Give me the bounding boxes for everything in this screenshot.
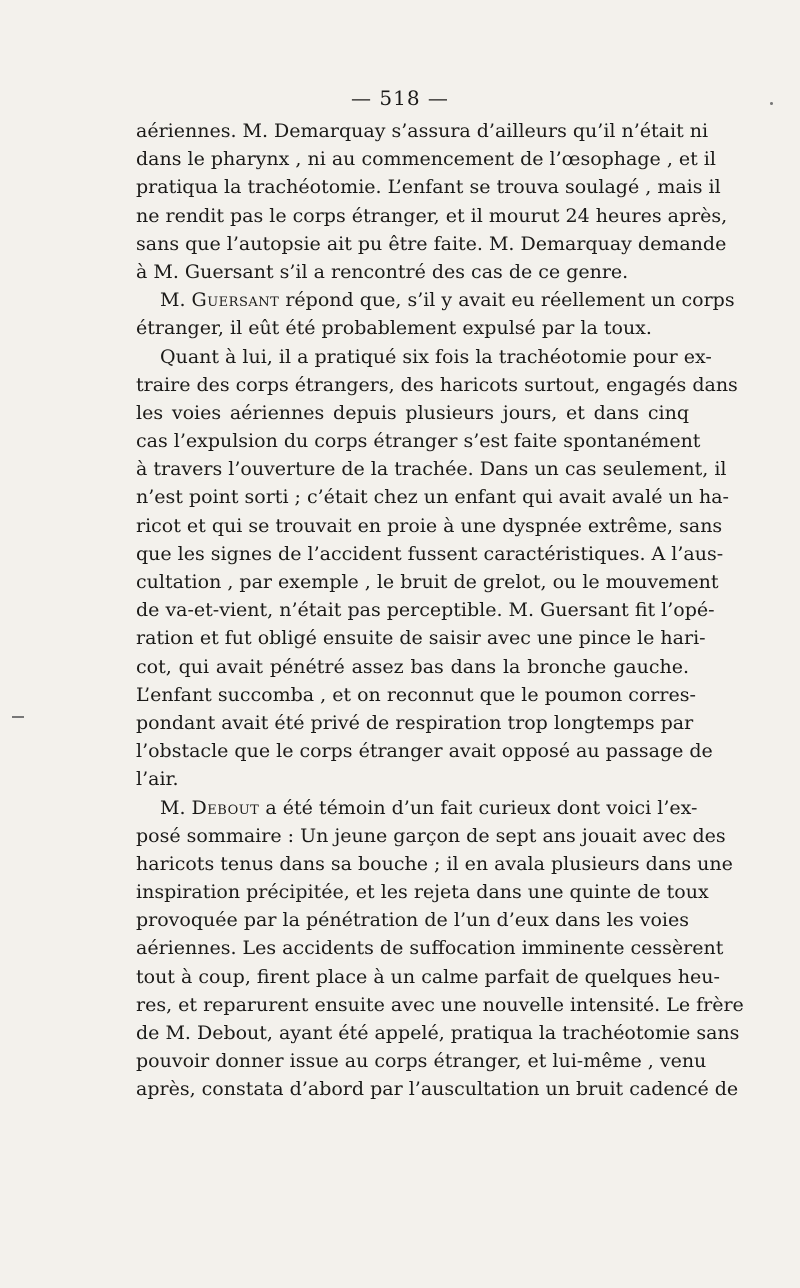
text-line: cultation , par exemple , le bruit de grelot, ou le mouvement (136, 571, 719, 593)
text-line: inspiration précipitée, et les rejeta dans une quinte de toux (136, 881, 709, 904)
text-line: posé sommaire : Un jeune garçon de sept ans jouait avec des (136, 824, 726, 847)
speaker-prefix: M. (160, 289, 192, 312)
speaker-name: Guersant (191, 289, 280, 312)
text-line: à travers l’ouverture de la trachée. Dans un cas seulement, il (136, 458, 727, 481)
text-line: ricot et qui se trouvait en proie à une dyspnée extrême, sans (136, 514, 723, 537)
text-line (136, 286, 735, 314)
text-line: étranger, il eût été probablement expulsé par la toux. (136, 317, 652, 340)
text-line (136, 794, 698, 822)
text-line: sans que l’autopsie ait pu être faite. M. Demarquay demande (136, 232, 727, 255)
text-line: de va-et-vient, n’était pas perceptible. M. Guersant fit l’opé- (136, 599, 715, 622)
speaker-prefix: M. (160, 796, 192, 819)
text-line: pondant avait été privé de respiration trop longtemps par (136, 711, 694, 734)
text-line: haricots tenus dans sa bouche ; il en avala plusieurs dans une (136, 852, 733, 875)
text-line: l’air. (136, 768, 179, 791)
line-rest: répond que, s’il y avait eu réellement un corps (279, 289, 735, 312)
text-line: à M. Guersant s’il a rencontré des cas de ce genre. (136, 260, 629, 283)
text-line: aériennes. Les accidents de suffocation imminente cessèrent (136, 937, 724, 960)
text-line: dans le pharynx , ni au commencement de l’œsophage , et il (136, 148, 716, 171)
page-number: — 518 — (351, 86, 449, 110)
text-line: de M. Debout, ayant été appelé, pratiqua la trachéotomie sans (136, 1022, 740, 1044)
margin-mark (770, 102, 773, 105)
text-line: cot, qui avait pénétré assez bas dans la bronche gauche. (136, 655, 689, 678)
text-line: provoquée par la pénétration de l’un d’eux dans les voies (136, 909, 689, 932)
text-line: L’enfant succomba , et on reconnut que le poumon corres- (136, 683, 696, 706)
text-line: pratiqua la trachéotomie. L’enfant se trouva soulagé , mais il (136, 176, 721, 199)
text-line: l’obstacle que le corps étranger avait opposé au passage de (136, 740, 713, 763)
line-rest: a été témoin d’un fait curieux dont voici l’ex- (259, 796, 698, 819)
text-line: res, et reparurent ensuite avec une nouvelle intensité. Le frère (136, 993, 744, 1016)
text-line: n’est point sorti ; c’était chez un enfant qui avait avalé un ha- (136, 486, 729, 509)
text-line: ration et fut obligé ensuite de saisir avec une pince le hari- (136, 627, 706, 650)
text-line: que les signes de l’accident fussent caractéristiques. A l’aus- (136, 542, 724, 565)
text-line: aériennes. M. Demarquay s’assura d’ailleurs qu’il n’était ni (136, 120, 709, 142)
text-line: Quant à lui, il a pratiqué six fois la trachéotomie pour ex- (160, 345, 712, 368)
text-line: tout à coup, firent place à un calme parfait de quelques heu- (136, 965, 720, 988)
speaker-name: Debout (191, 796, 260, 819)
body-text (136, 117, 744, 1104)
text-line: pouvoir donner issue au corps étranger, et lui-même , venu (136, 1050, 707, 1073)
text-line: les voies aériennes depuis plusieurs jours, et dans cinq (136, 401, 689, 424)
text-line: cas l’expulsion du corps étranger s’est faite spontanément (136, 430, 701, 453)
text-line: après, constata d’abord par l’auscultation un bruit cadencé de (136, 1078, 739, 1101)
text-line: ne rendit pas le corps étranger, et il mourut 24 heures après, (136, 204, 728, 227)
margin-mark (12, 716, 24, 718)
text-line: traire des corps étrangers, des haricots surtout, engagés dans (136, 373, 738, 396)
